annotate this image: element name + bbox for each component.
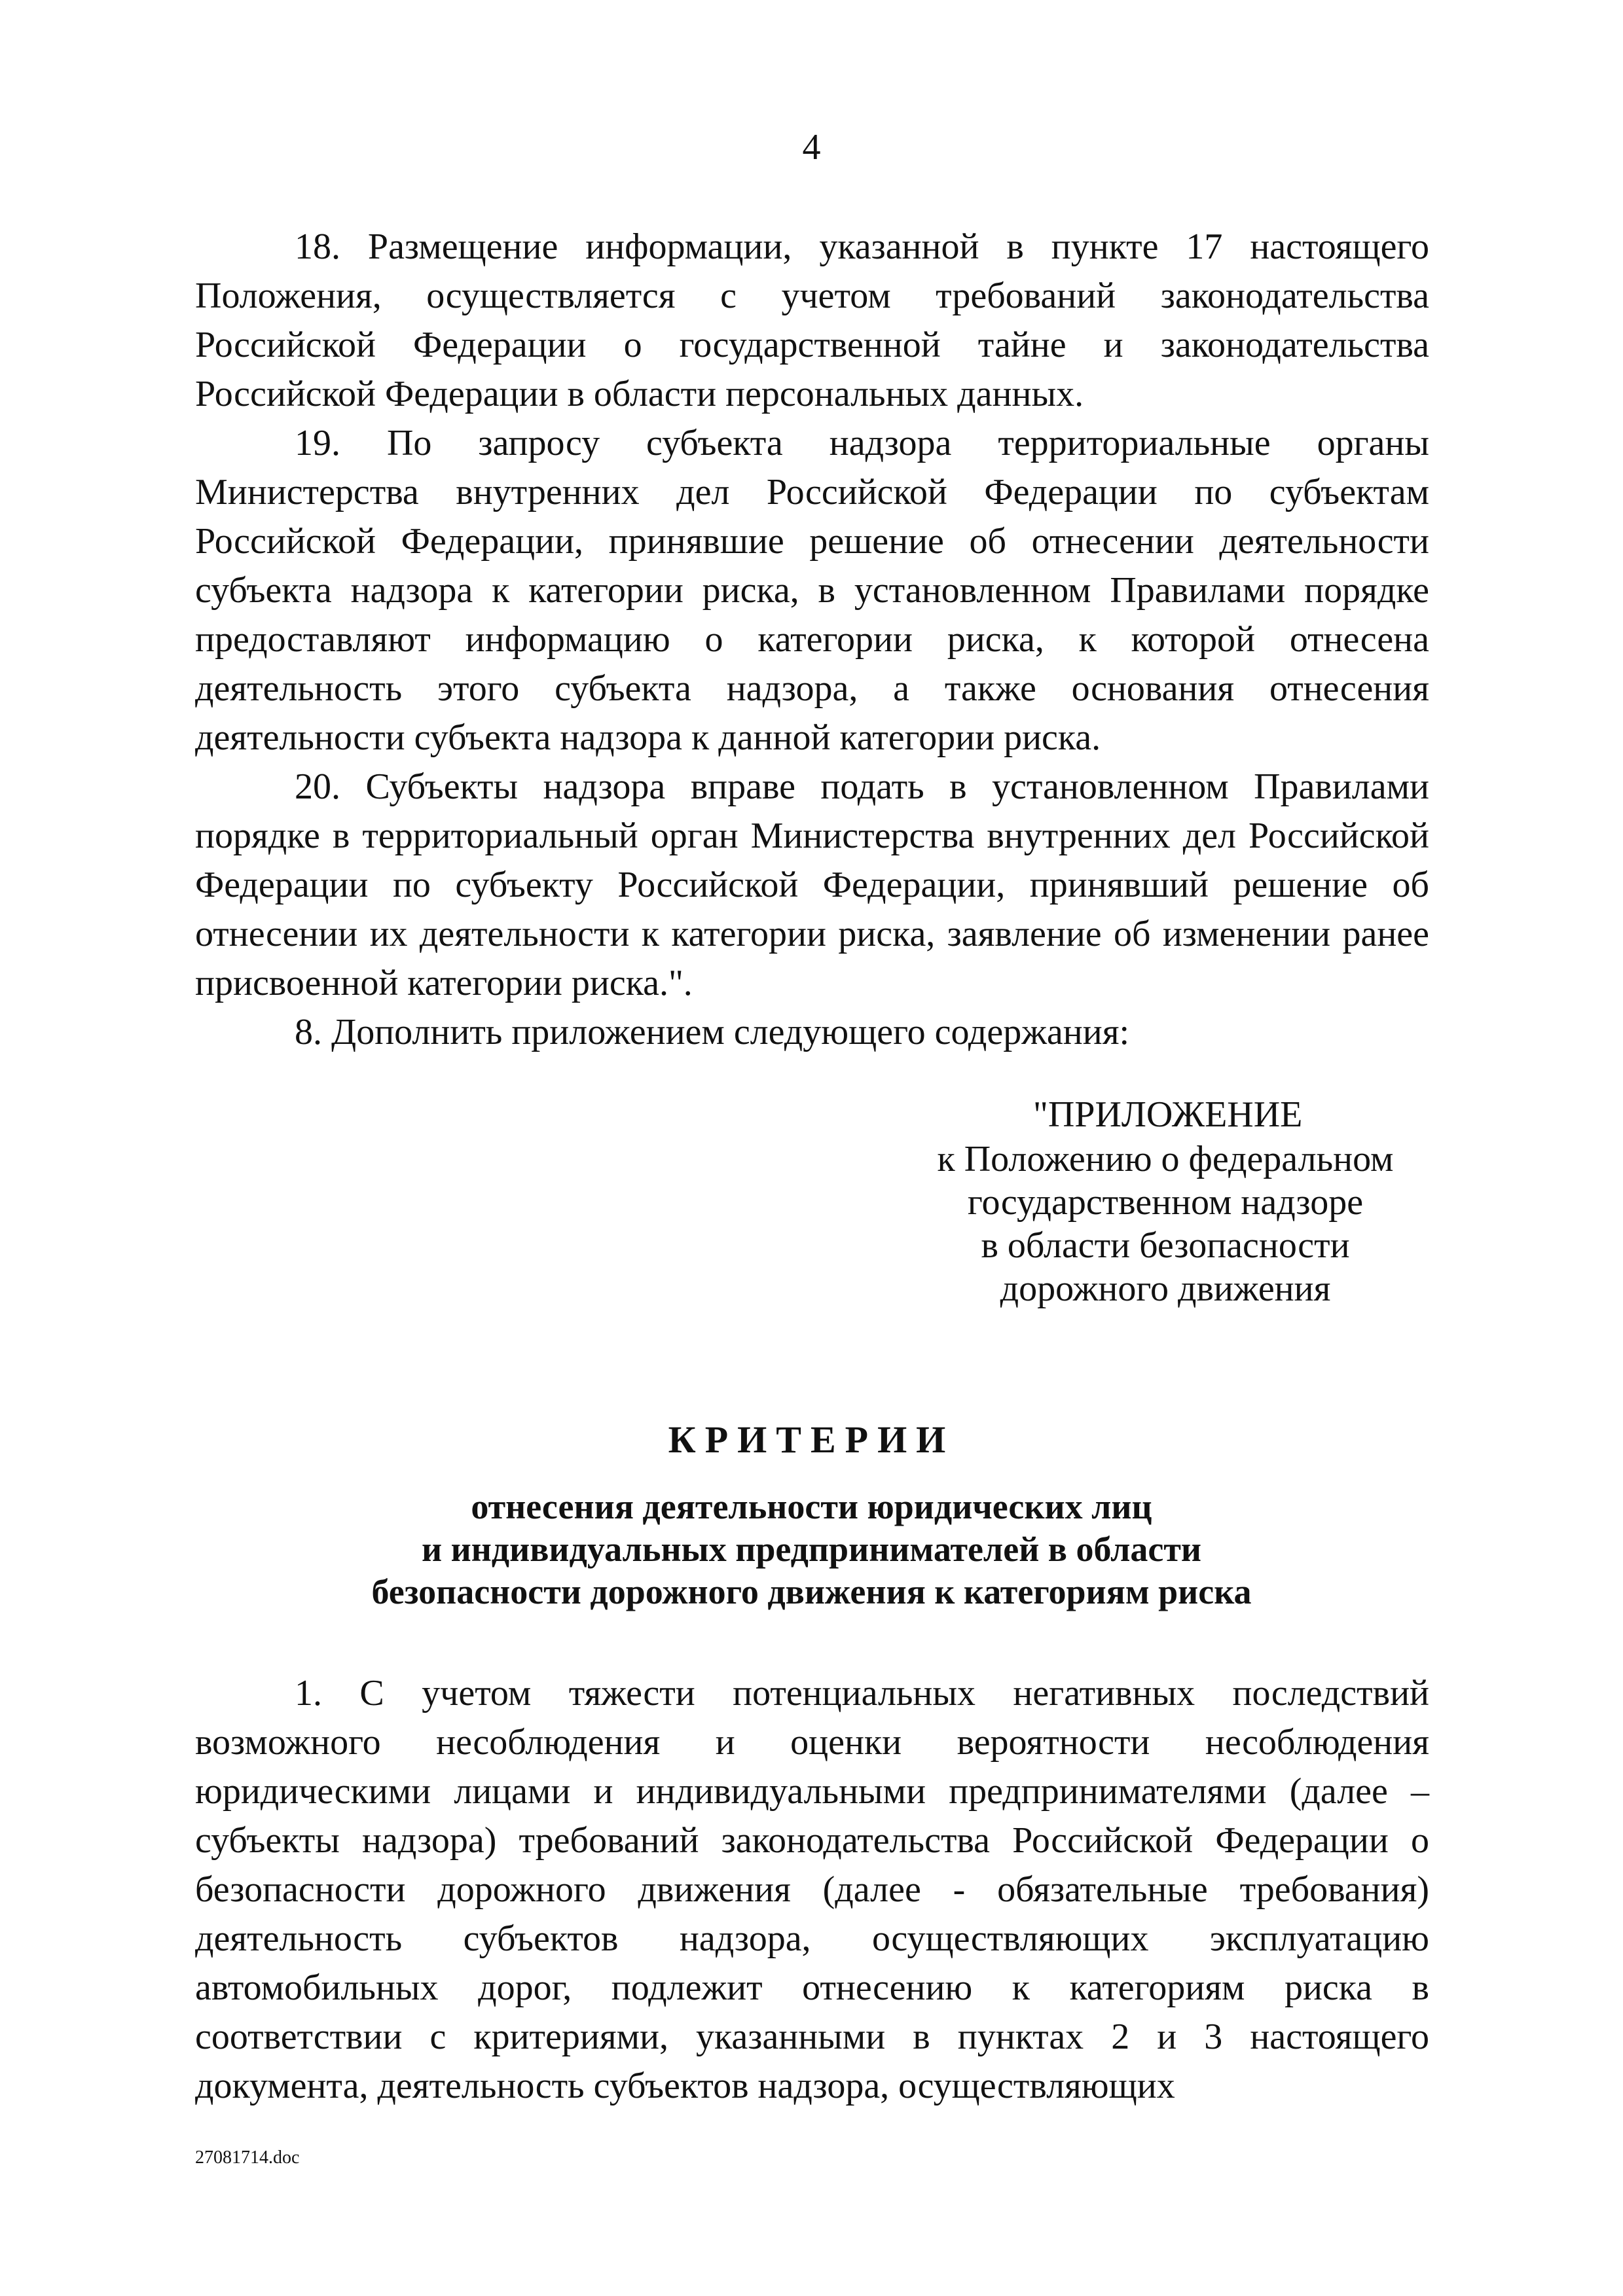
paragraph-19: 19. По запросу субъекта надзора территориальные органы Министерства внутренних дел Российской Федерации по субъектам Российской Федерации, принявшие решение об отнесении деятельности субъекта надзора к категории риска, в установленном Правилами порядке предоставляют информацию о категории риска, к которой отнесена деятельность этого субъекта надзора, а также основания отнесения деятельности субъекта надзора к данной категории риска. — [195, 423, 1429, 758]
document-file-id: 27081714.doc — [195, 2147, 300, 2168]
appendix-line-4: дорожного движения — [1000, 1268, 1331, 1309]
page-number: 4 — [802, 127, 821, 168]
appendix-line-2: государственном надзоре — [967, 1182, 1364, 1223]
section-text-upper — [195, 223, 1429, 1057]
criteria-heading: КРИТЕРИИ — [668, 1418, 955, 1461]
criteria-subtitle-line-1: отнесения деятельности юридических лиц — [471, 1487, 1152, 1526]
section-text-criteria — [195, 1669, 1429, 2111]
appendix-header — [871, 1093, 1460, 1310]
paragraph-18: 18. Размещение информации, указанной в пункте 17 настоящего Положения, осуществляется с учетом требований законодательства Российской Федерации о государственной тайне и законодательства Российской Федерации в области персональных данных. — [195, 226, 1429, 414]
paragraph-20: 20. Субъекты надзора вправе подать в установленном Правилами порядке в территориальный орган Министерства внутренних дел Российской Федерации по субъекту Российской Федерации, принявший решение об отнесении их деятельности к категории риска, заявление об изменении ранее присвоенной категории риска.". — [195, 766, 1429, 1003]
criteria-subtitle — [0, 1486, 1623, 1613]
appendix-line-3: в области безопасности — [981, 1225, 1350, 1266]
appendix-title: "ПРИЛОЖЕНИЕ — [1033, 1094, 1303, 1135]
criteria-subtitle-line-2: и индивидуальных предпринимателей в области — [421, 1530, 1202, 1569]
appendix-line-1: к Положению о федеральном — [937, 1139, 1394, 1179]
criteria-subtitle-line-3: безопасности дорожного движения к категориям риска — [371, 1572, 1252, 1611]
criteria-paragraph-1: 1. С учетом тяжести потенциальных негативных последствий возможного несоблюдения и оценки вероятности несоблюдения юридическими лицами и индивидуальными предпринимателями (далее – субъекты надзора) требований законодательства Российской Федерации о безопасности дорожного движения (далее - обязательные требования) деятельность субъектов надзора, осуществляющих эксплуатацию автомобильных дорог, подлежит отнесению к категориям риска в соответствии с критериями, указанными в пунктах 2 и 3 настоящего документа, деятельность субъектов надзора, осуществляющих — [195, 1673, 1429, 2106]
paragraph-8-amendment: 8. Дополнить приложением следующего содержания: — [295, 1012, 1130, 1052]
